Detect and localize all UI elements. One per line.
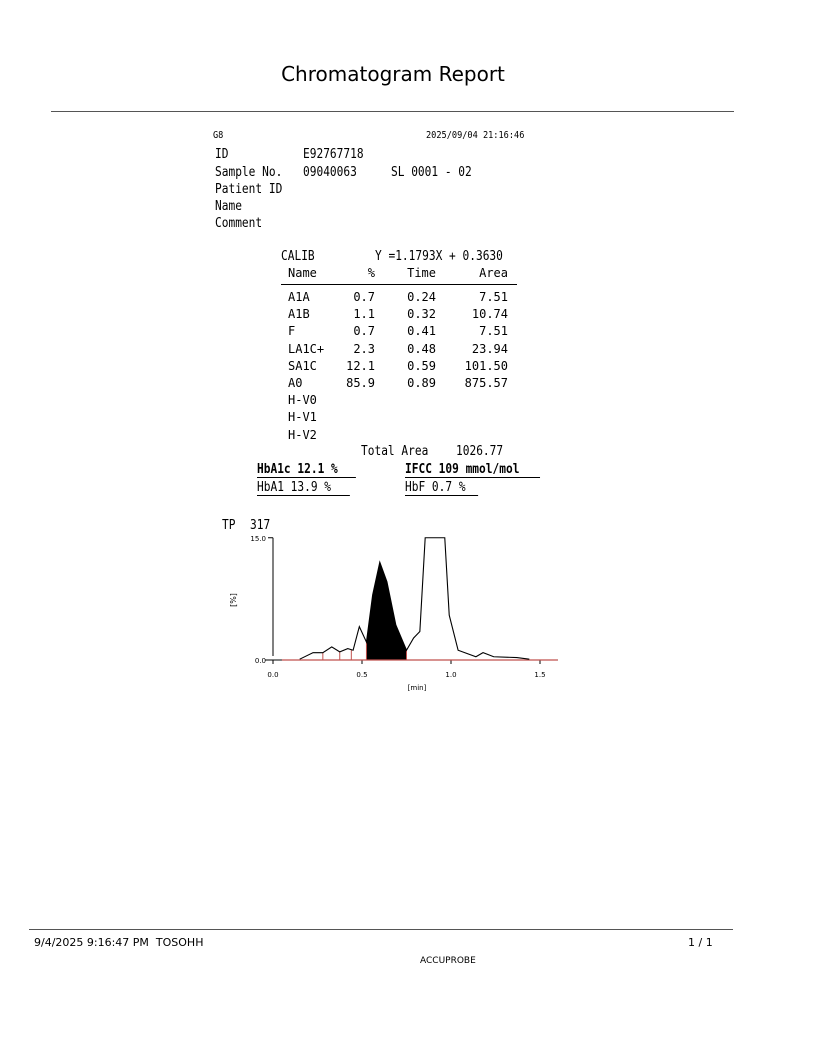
- row-name: LA1C+: [288, 341, 325, 356]
- page-number: 1 / 1: [688, 936, 713, 949]
- instrument: G8: [213, 130, 224, 141]
- sample-value: 09040063: [303, 165, 357, 180]
- table-cell: 2.3: [353, 341, 375, 356]
- sample-label: Sample No.: [215, 165, 283, 180]
- table-cell: 0.7: [353, 324, 375, 339]
- tp-value: 317: [250, 518, 271, 533]
- table-cell: 1.1: [353, 307, 375, 322]
- x-tick-label: 1.5: [534, 671, 546, 679]
- table-cell: 10.74: [471, 307, 508, 322]
- x-tick-label: 1.0: [445, 671, 457, 679]
- column-header: Name: [288, 266, 317, 280]
- datetime: 2025/09/04 21:16:46: [426, 130, 525, 141]
- total-area-value: 1026.77: [456, 444, 504, 459]
- page-title: Chromatogram Report: [281, 62, 505, 86]
- table-cell: 23.94: [471, 341, 508, 356]
- hba1c-result: HbA1c 12.1 %: [257, 462, 356, 478]
- name-label: Name: [215, 199, 242, 214]
- tp-label: TP: [222, 518, 236, 533]
- table-cell: 0.24: [407, 290, 436, 304]
- chromatogram-trace: [300, 538, 530, 659]
- hba1-result: HbA1 13.9 %: [257, 480, 350, 496]
- x-tick-label: 0.0: [267, 671, 279, 679]
- row-name: H-V1: [288, 410, 317, 425]
- column-header: %: [367, 266, 375, 280]
- row-name: H-V2: [288, 427, 317, 442]
- patient-id-label: Patient ID: [215, 182, 283, 197]
- calib-label: CALIB: [281, 249, 315, 264]
- table-cell: 0.32: [407, 307, 436, 322]
- table-cell: 12.1: [346, 358, 375, 373]
- footer-divider: [29, 929, 733, 930]
- table-cell: 0.89: [407, 376, 436, 390]
- table-cell: 85.9: [346, 376, 375, 390]
- x-axis-label: [min]: [407, 684, 427, 692]
- row-name: SA1C: [288, 358, 317, 373]
- sample-position: SL 0001 - 02: [391, 165, 472, 180]
- table-cell: 875.57: [464, 376, 508, 390]
- column-header: Time: [407, 266, 436, 280]
- id-label: ID: [215, 147, 229, 162]
- table-cell: 0.59: [407, 358, 436, 373]
- row-name: F: [288, 324, 296, 339]
- table-cell: 0.41: [407, 324, 436, 339]
- table-cell: 101.50: [464, 358, 508, 373]
- table-cell: 7.51: [479, 324, 508, 339]
- filled-peak: [366, 562, 406, 660]
- x-tick-label: 0.5: [356, 671, 368, 679]
- calib-equation: Y =1.1793X + 0.3630: [375, 249, 503, 264]
- row-name: H-V0: [288, 393, 317, 408]
- total-area-label: Total Area: [361, 444, 429, 459]
- row-name: A0: [288, 376, 303, 390]
- y-tick-label: 15.0: [250, 534, 266, 543]
- id-value: E92767718: [303, 147, 364, 162]
- y-axis-label: [%]: [229, 593, 238, 607]
- table-cell: 0.48: [407, 341, 436, 356]
- ifcc-result: IFCC 109 mmol/mol: [405, 462, 540, 478]
- row-name: A1A: [288, 290, 310, 304]
- comment-label: Comment: [215, 216, 263, 231]
- footer-center: ACCUPROBE: [420, 956, 476, 966]
- column-header: Area: [479, 266, 508, 280]
- row-name: A1B: [288, 307, 310, 322]
- hbf-result: HbF 0.7 %: [405, 480, 478, 496]
- y-tick-label: 0.0: [254, 657, 266, 665]
- table-cell: 0.7: [353, 290, 375, 304]
- table-cell: 7.51: [479, 290, 508, 304]
- footer-timestamp: 9/4/2025 9:16:47 PM TOSOHH: [34, 936, 204, 949]
